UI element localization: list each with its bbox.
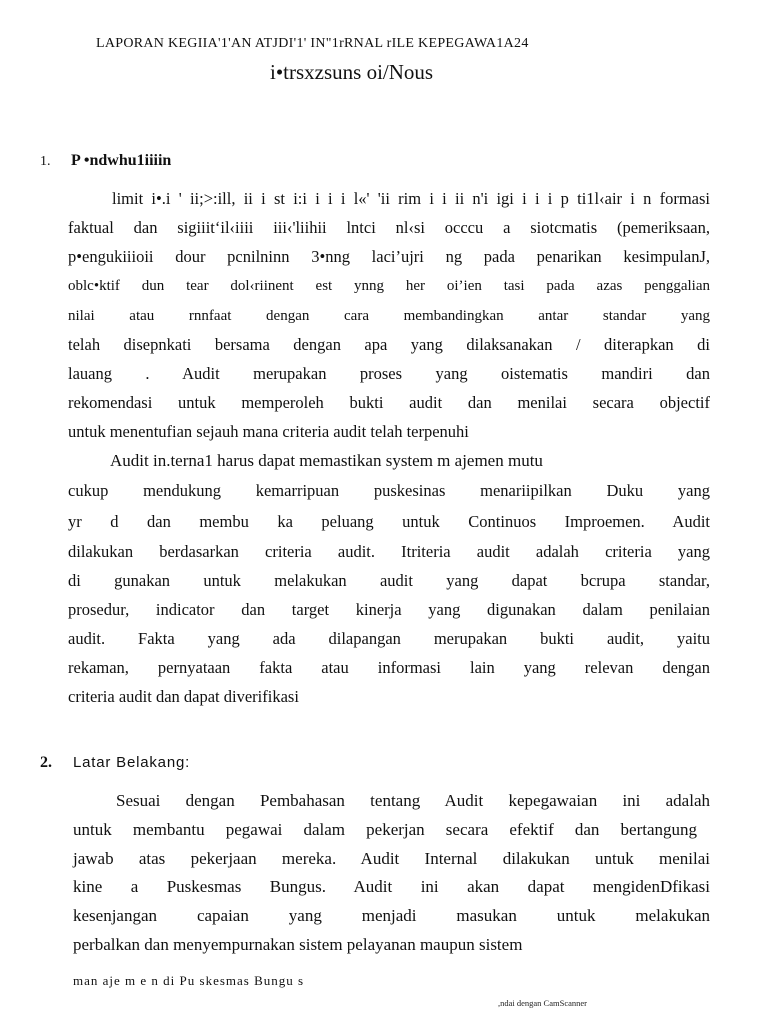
section-1-line: audit. Fakta yang ada dilapangan merupakan bukti audit, yaitu (68, 629, 710, 648)
section-1-line: lauang . Audit merupakan proses yang oistematis mandiri dan (68, 364, 710, 383)
section-1-line: yr d dan membu ka peluang untuk Continuos Improemen. Audit (68, 512, 710, 531)
section-2-line: jawab atas pekerjaan mereka. Audit Internal dilakukan untuk menilai (73, 849, 710, 868)
section-1-line: nilai atau rnnfaat dengan cara membandingkan antar standar yang (68, 308, 710, 324)
section-2-line: kesenjangan capaian yang menjadi masukan untuk melakukan (73, 906, 710, 925)
report-title: LAPORAN KEGIIA'1'AN ATJDI'1' IN"1rRNAL rILE KEPEGAWA1A24 (96, 36, 529, 51)
section-1-line: criteria audit dan dapat diverifikasi (68, 687, 299, 706)
scanner-watermark-note: ,ndai dengan CamScanner (498, 998, 587, 1008)
section-2-line: man aje m e n di Pu skesmas Bungu s (73, 973, 305, 988)
report-subtitle: i•trsxzsuns oi/Nous (270, 60, 434, 84)
section-2-line: kine a Puskesmas Bungus. Audit ini akan dapat mengidenDfikasi (73, 877, 710, 896)
section-1-line: telah disepnkati bersama dengan apa yang dilaksanakan / diterapkan di (68, 335, 710, 354)
section-1-line: dilakukan berdasarkan criteria audit. Itriteria audit adalah criteria yang (68, 542, 710, 561)
section-2-number: 2. (40, 754, 52, 771)
section-2-line: perbalkan dan menyempurnakan sistem pelayanan maupun sistem (73, 935, 523, 954)
section-1-heading: P •ndwhu1iiiin (71, 152, 172, 169)
section-1-number: 1. (40, 154, 51, 169)
section-2-heading: Latar Belakang: (73, 754, 191, 771)
section-1-line: prosedur, indicator dan target kinerja yang digunakan dalam penilaian (68, 600, 710, 619)
section-2-line: untuk membantu pegawai dalam pekerjan secara efektif dan bertangung (73, 820, 697, 839)
section-1-line: untuk menentufian sejauh mana criteria audit telah terpenuhi (68, 422, 469, 441)
section-1-line: rekaman, pernyataan fakta atau informasi lain yang relevan dengan (68, 658, 710, 677)
section-1-line: cukup mendukung kemarripuan puskesinas menariipilkan Duku yang (68, 481, 710, 500)
section-1-line: limit i•.i ' ii;>:ill, ii i st i:i i i i l«' 'ii rim i i ii n'i igi i i i p ti1l‹air i n formasi (112, 189, 710, 208)
section-2-line: Sesuai dengan Pembahasan tentang Audit kepegawaian ini adalah (116, 791, 710, 810)
section-1-line: faktual dan sigiiit‘il‹iiii iii‹'liihii lntci nl‹si occcu a siotcmatis (pemeriksaan, (68, 218, 710, 237)
section-1-line: oblc•ktif dun tear dol‹riinent est ynng her oi’ien tasi pada azas penggalian (68, 278, 710, 294)
section-1-line: p•engukiiioii dour pcnilninn 3•nng laci’ujri ng pada penarikan kesimpulanJ, (68, 247, 710, 266)
section-1-line: di gunakan untuk melakukan audit yang dapat bcrupa standar, (68, 571, 710, 590)
section-1-line: rekomendasi untuk memperoleh bukti audit dan menilai secara objectif (68, 393, 710, 412)
section-1-line: Audit in.terna1 harus dapat memastikan system m ajemen mutu (110, 451, 543, 470)
